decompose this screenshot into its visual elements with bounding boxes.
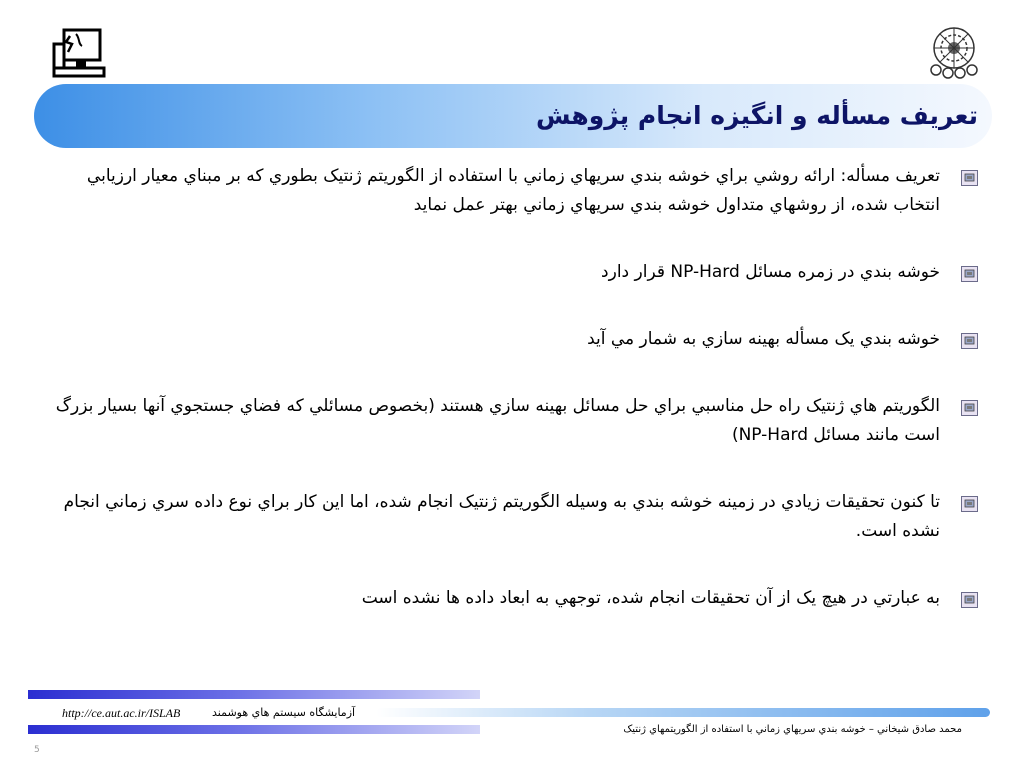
footer-bar-top bbox=[28, 690, 480, 699]
university-emblem-icon bbox=[926, 24, 982, 80]
bullet-text: خوشه بندي در زمره مسائل NP-Hard قرار دارد bbox=[601, 262, 940, 282]
slide-bullet-icon bbox=[961, 330, 978, 346]
slide-bullet-icon bbox=[961, 589, 978, 605]
slide-title: تعريف مسأله و انگيزه انجام پژوهش bbox=[536, 101, 978, 130]
footer-bar-right bbox=[376, 708, 990, 717]
slide-bullet-icon bbox=[961, 167, 978, 183]
slide-bullet-icon bbox=[961, 493, 978, 509]
footer-bar-bottom bbox=[28, 725, 480, 734]
bullet-text: به عبارتي در هيچ يک از آن تحقيقات انجام شده، توجهي به ابعاد داده ها نشده است bbox=[361, 588, 940, 608]
bullet-item bbox=[40, 584, 982, 613]
bullet-item bbox=[40, 488, 982, 546]
page-number: 5 bbox=[34, 745, 40, 755]
footer-url: http://ce.aut.ac.ir/ISLAB bbox=[62, 706, 181, 720]
bullet-text: الگوريتم هاي ژنتيک راه حل مناسبي براي حل مسائل بهينه سازي هستند (بخصوص مسائلي که فضاي جستجوي آنها بسيار بزرگ است مانند مسائل NP-Hard) bbox=[55, 396, 940, 445]
bullet-item bbox=[40, 258, 982, 287]
bullet-item bbox=[40, 162, 982, 220]
slide-content bbox=[40, 162, 982, 613]
bullet-item bbox=[40, 325, 982, 354]
footer-author-line: محمد صادق شيخاني – خوشه بندي سريهاي زماني با استفاده از الگوريتمهاي ژنتيک bbox=[623, 724, 962, 735]
bullet-text: تعريف مسأله: ارائه روشي براي خوشه بندي سريهاي زماني با استفاده از الگوريتم ژنتيک بطوري که بر مبناي معيار ارزيابي انتخاب شده، از روشهاي متداول خوشه بندي سريهاي زماني بهتر عمل نمايد bbox=[86, 166, 940, 215]
slide-bullet-icon bbox=[961, 263, 978, 279]
bullet-text: تا کنون تحقيقات زيادي در زمينه خوشه بندي به وسيله الگوريتم ژنتيک انجام شده، اما اين کار براي نوع داده سري زماني انجام نشده است. bbox=[63, 492, 940, 541]
slide-bullet-icon bbox=[961, 397, 978, 413]
bullet-text: خوشه بندي يک مسأله بهينه سازي به شمار مي آيد bbox=[587, 329, 940, 349]
computer-workstation-icon bbox=[50, 26, 106, 82]
title-bar bbox=[34, 84, 992, 148]
footer-lab-name: آزمايشگاه سيستم هاي هوشمند bbox=[212, 706, 356, 719]
bullet-item bbox=[40, 392, 982, 450]
